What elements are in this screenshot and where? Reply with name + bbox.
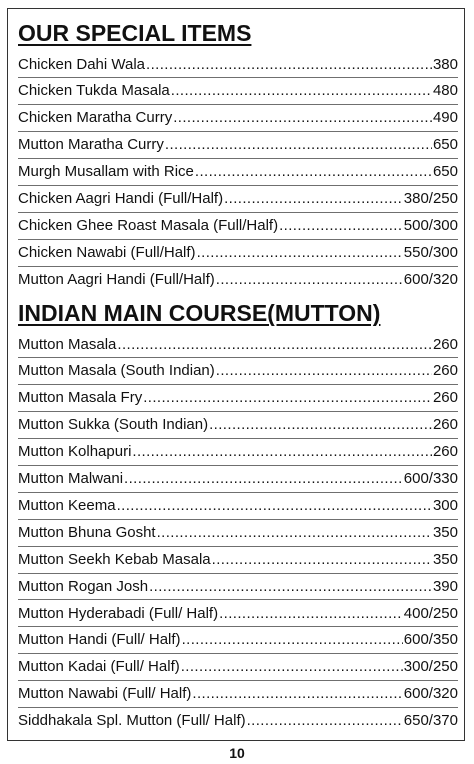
menu-item-price: 550/300 [403, 243, 458, 261]
menu-item-name: Chicken Nawabi (Full/Half) [18, 243, 196, 261]
menu-item-price: 490 [432, 109, 458, 127]
menu-item-name: Mutton Masala (South Indian) [18, 362, 215, 380]
menu-item-name: Mutton Sukka (South Indian) [18, 416, 209, 434]
menu-item-row [18, 412, 458, 439]
dot-leader [192, 681, 402, 708]
menu-item-price: 650 [432, 163, 458, 181]
menu-item-price: 600/350 [403, 631, 458, 649]
menu-item-price: 650 [432, 136, 458, 154]
menu-item-row [18, 213, 458, 240]
menu-item-row [18, 385, 458, 412]
menu-item-row [18, 601, 458, 628]
menu-item-name: Chicken Dahi Wala [18, 55, 145, 73]
menu-item-price: 260 [432, 416, 458, 434]
menu-item-name: Mutton Kadai (Full/ Half) [18, 658, 180, 676]
menu-item-row [18, 186, 458, 213]
menu-item-row [18, 358, 458, 385]
menu-item-price: 600/320 [403, 685, 458, 703]
dot-leader [124, 466, 403, 493]
menu-item-row [18, 520, 458, 547]
dot-leader [197, 240, 403, 267]
dot-leader [219, 601, 403, 628]
dot-leader [132, 439, 432, 466]
dot-leader [181, 654, 403, 681]
page-number: 10 [229, 745, 245, 761]
section-title-main-course-mutton: INDIAN MAIN COURSE(MUTTON) [18, 300, 381, 326]
menu-item-name: Mutton Rogan Josh [18, 577, 149, 595]
menu-item-price: 600/330 [403, 470, 458, 487]
dot-leader [224, 186, 403, 213]
menu-item-row [18, 332, 458, 359]
menu-item-name: Murgh Musallam with Rice [18, 163, 194, 181]
menu-item-name: Chicken Aagri Handi (Full/Half) [18, 190, 224, 207]
dot-leader [173, 105, 432, 132]
menu-item-row [18, 159, 458, 186]
menu-item-row [18, 708, 458, 735]
dot-leader [247, 708, 403, 735]
menu-item-name: Mutton Masala Fry [18, 389, 143, 407]
dot-leader [195, 159, 432, 186]
menu-item-name: Siddhakala Spl. Mutton (Full/ Half) [18, 712, 246, 730]
menu-item-name: Mutton Nawabi (Full/ Half) [18, 685, 192, 703]
menu-item-name: Mutton Handi (Full/ Half) [18, 631, 181, 649]
dot-leader [171, 78, 432, 105]
menu-item-name: Mutton Hyderabadi (Full/ Half) [18, 604, 219, 622]
dot-leader [279, 213, 403, 240]
menu-item-row [18, 105, 458, 132]
dot-leader [216, 267, 403, 294]
menu-item-row [18, 52, 458, 79]
menu-item-price: 390 [432, 577, 458, 595]
menu-item-price: 380 [432, 55, 458, 73]
menu-item-row [18, 240, 458, 267]
dot-leader [157, 520, 432, 547]
section-title-special-items: OUR SPECIAL ITEMS [18, 20, 252, 46]
dot-leader [182, 627, 403, 654]
menu-item-name: Mutton Seekh Kebab Masala [18, 550, 211, 568]
menu-item-price: 380/250 [403, 190, 458, 207]
menu-item-price: 300/250 [403, 658, 458, 676]
menu-item-price: 600/320 [403, 270, 458, 288]
menu-item-row [18, 574, 458, 601]
menu-item-row [18, 654, 458, 681]
dot-leader [117, 332, 432, 359]
menu-item-name: Mutton Maratha Curry [18, 136, 164, 154]
dot-leader [212, 547, 432, 574]
dot-leader [117, 493, 432, 520]
menu-item-row [18, 627, 458, 654]
menu-item-row [18, 267, 458, 294]
menu-item-price: 300 [432, 496, 458, 514]
menu-item-row [18, 493, 458, 520]
menu-item-price: 400/250 [403, 604, 458, 622]
dot-leader [165, 132, 432, 159]
menu-item-price: 260 [432, 443, 458, 461]
menu-item-price: 650/370 [403, 712, 458, 730]
menu-item-row [18, 439, 458, 466]
dot-leader [209, 412, 432, 439]
dot-leader [216, 358, 432, 385]
menu-item-row [18, 547, 458, 574]
menu-item-name: Chicken Tukda Masala [18, 82, 170, 100]
menu-item-price: 350 [432, 523, 458, 541]
menu-item-price: 260 [432, 335, 458, 353]
menu-item-price: 260 [432, 362, 458, 380]
menu-item-price: 480 [432, 82, 458, 100]
dot-leader [143, 385, 432, 412]
menu-item-name: Mutton Kolhapuri [18, 443, 132, 461]
menu-item-name: Chicken Ghee Roast Masala (Full/Half) [18, 216, 279, 234]
menu-item-row [18, 466, 458, 493]
menu-item-name: Mutton Keema [18, 496, 116, 514]
menu-item-name: Mutton Masala [18, 335, 117, 353]
menu-item-name: Mutton Bhuna Gosht [18, 523, 156, 541]
menu-item-row [18, 681, 458, 708]
menu-item-name: Chicken Maratha Curry [18, 109, 173, 127]
dot-leader [146, 52, 432, 79]
menu-item-price: 260 [432, 389, 458, 407]
menu-item-name: Mutton Aagri Handi (Full/Half) [18, 270, 215, 288]
menu-item-price: 500/300 [403, 216, 458, 234]
menu-item-name: Mutton Malwani [18, 470, 124, 487]
menu-item-row [18, 78, 458, 105]
dot-leader [149, 574, 432, 601]
menu-item-row [18, 132, 458, 159]
menu-item-price: 350 [432, 550, 458, 568]
